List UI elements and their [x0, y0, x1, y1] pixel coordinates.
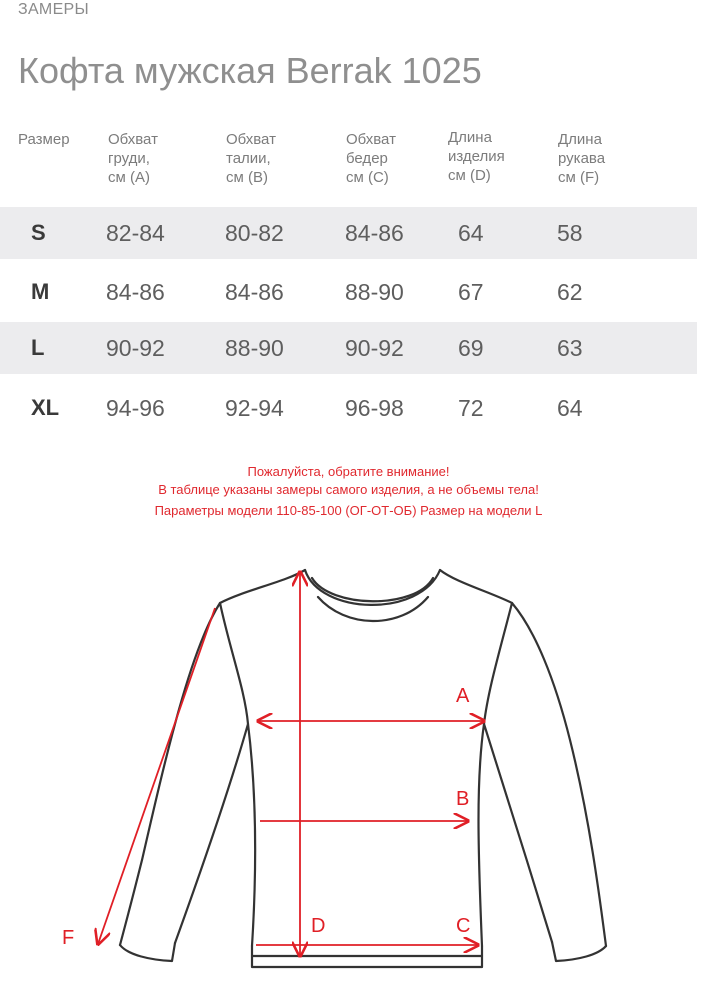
sweater-left-armhole [220, 603, 248, 724]
measurement-labels [62, 685, 470, 949]
header-hips: Обхват бедер см (C) [346, 131, 396, 186]
sweater-right-sleeve-inner [479, 724, 553, 946]
chest-cell: 82-84 [106, 220, 165, 246]
chest-cell: 90-92 [106, 335, 165, 361]
waist-cell: 84-86 [225, 279, 284, 305]
size-cell: L [31, 335, 45, 360]
notice-attention: Пожалуйста, обратите внимание! [247, 464, 450, 479]
length-cell: 67 [458, 279, 484, 305]
chest-cell: 94-96 [106, 395, 165, 421]
chest-cell: 84-86 [106, 279, 165, 305]
size-cell: XL [31, 395, 60, 420]
header-size: Размер [18, 131, 70, 148]
label-f: F [62, 927, 75, 949]
waist-cell: 80-82 [225, 220, 284, 246]
hips-cell: 96-98 [345, 395, 404, 421]
header-chest: Обхват груди, см (A) [108, 131, 158, 186]
sweater-left-sleeve-inner [175, 724, 255, 946]
measurement-lines [98, 572, 484, 956]
sleeve-cell: 64 [557, 395, 583, 421]
label-a: A [456, 685, 470, 707]
sleeve-cell: 63 [557, 335, 583, 361]
notice-measurements: В таблице указаны замеры самого изделия, а не объемы тела! [158, 482, 539, 497]
sweater-collar-inner [312, 578, 433, 601]
table-row [0, 207, 697, 259]
sleeve-measure-line [98, 608, 215, 944]
section-label: ЗАМЕРЫ [18, 1, 89, 18]
sweater-right-side [440, 570, 606, 946]
sweater-collar-outer [305, 570, 440, 605]
length-cell: 64 [458, 220, 484, 246]
sleeve-cell: 62 [557, 279, 583, 305]
header-length: Длина изделия см (D) [448, 129, 505, 184]
hips-cell: 84-86 [345, 220, 404, 246]
sweater-right-armhole [484, 603, 512, 724]
sweater-left-side [120, 570, 305, 945]
sweater-outline [120, 570, 606, 967]
notice-model-params: Параметры модели 110-85-100 (ОГ-ОТ-ОБ) Размер на модели L [154, 503, 543, 518]
waist-cell: 92-94 [225, 395, 284, 421]
sweater-diagram [0, 540, 727, 1000]
length-cell: 72 [458, 395, 484, 421]
table-row [0, 322, 697, 374]
header-sleeve: Длина рукава см (F) [558, 131, 606, 186]
header-waist: Обхват талии, см (B) [226, 131, 276, 186]
size-cell: S [31, 220, 46, 245]
sweater-right-cuff [552, 942, 606, 961]
page-title: Кофта мужская Berrak 1025 [18, 50, 482, 91]
label-b: B [456, 788, 470, 810]
length-cell: 69 [458, 335, 484, 361]
sleeve-cell: 58 [557, 220, 583, 246]
label-c: C [456, 915, 471, 937]
hips-cell: 90-92 [345, 335, 404, 361]
size-cell: M [31, 279, 50, 304]
table-row [0, 382, 697, 434]
waist-cell: 88-90 [225, 335, 284, 361]
hips-cell: 88-90 [345, 279, 404, 305]
sweater-left-cuff [120, 943, 175, 961]
table-row [0, 266, 697, 318]
label-d: D [311, 915, 326, 937]
